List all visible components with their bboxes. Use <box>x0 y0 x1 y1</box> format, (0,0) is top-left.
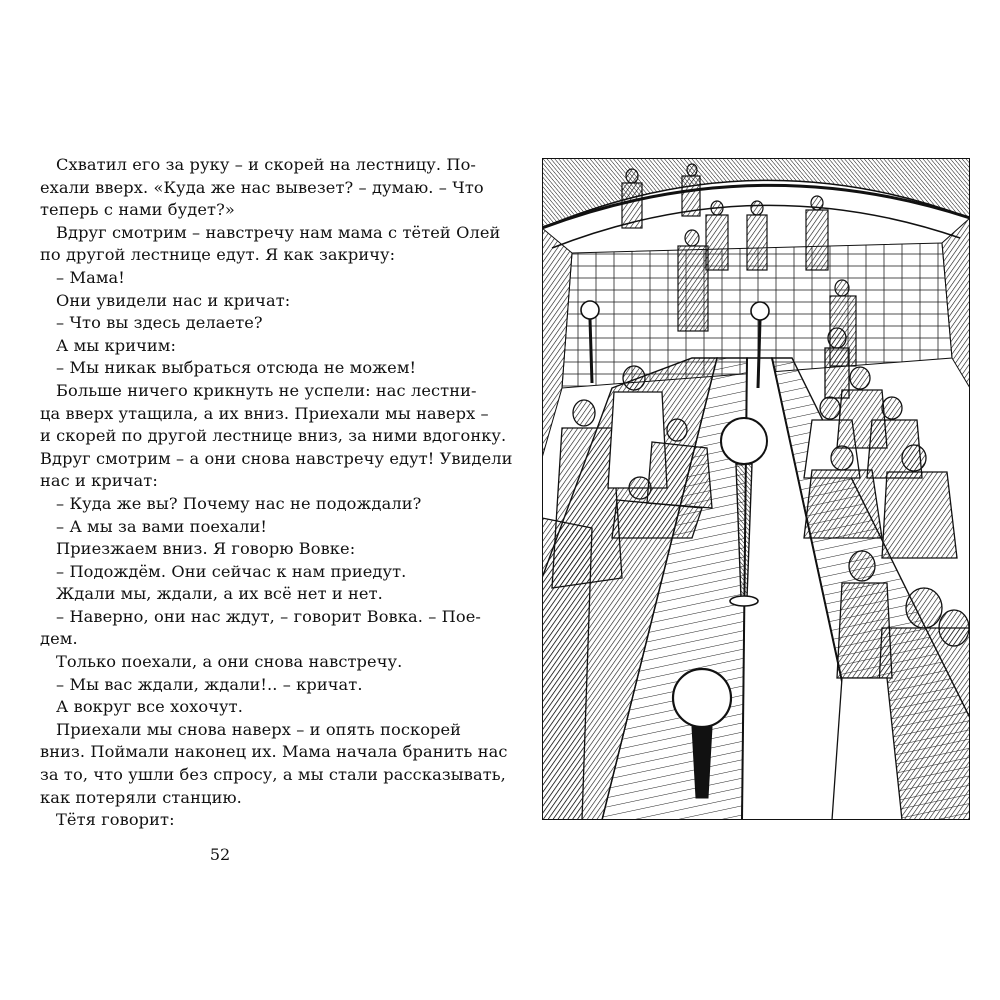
text-line: – А мы за вами поехали! <box>56 516 267 536</box>
text-line: за то, что ушли без спросу, а мы стали рассказывать, <box>40 765 506 785</box>
text-line: Вдруг смотрим – навстречу нам мама с тётей Олей <box>56 222 501 242</box>
text-line: Только поехали, а они снова навстречу. <box>56 652 403 672</box>
text-line: по другой лестнице едут. Я как закричу: <box>40 245 396 265</box>
text-page <box>40 154 513 832</box>
text-line: – Мы никак выбраться отсюда не можем! <box>56 358 417 378</box>
text-line: и скорей по другой лестнице вниз, за ними вдогонку. <box>40 426 507 446</box>
text-line: Вдруг смотрим – а они снова навстречу едут! Увидели <box>40 448 513 468</box>
text-line: – Наверно, они нас ждут, – говорит Вовка. – Пое- <box>56 606 481 626</box>
text-line: вниз. Поймали наконец их. Мама начала бранить нас <box>40 742 508 762</box>
text-line: дем. <box>40 629 78 649</box>
text-line: А вокруг все хохочут. <box>56 697 243 717</box>
text-line: ехали вверх. «Куда же нас вывезет? – думаю. – Что <box>40 177 484 197</box>
text-line: Больше ничего крикнуть не успели: нас лестни- <box>56 380 477 400</box>
text-line: Приехали мы снова наверх – и опять поскорей <box>56 719 462 739</box>
text-line: – Подождём. Они сейчас к нам приедут. <box>56 561 407 581</box>
escalator-drawing <box>542 158 970 820</box>
text-line: – Мы вас ждали, ждали!.. – кричат. <box>56 674 363 694</box>
text-line: Схватил его за руку – и скорей на лестницу. По- <box>56 155 476 174</box>
text-line: Они увидели нас и кричат: <box>56 290 291 310</box>
text-line: теперь с нами будет?» <box>40 200 235 220</box>
escalator-illustration <box>542 158 970 820</box>
text-line: ца вверх утащила, а их вниз. Приехали мы наверх – <box>40 403 489 423</box>
text-line: – Куда же вы? Почему нас не подождали? <box>56 493 422 513</box>
text-line: Ждали мы, ждали, а их всё нет и нет. <box>56 584 383 604</box>
text-line: Тётя говорит: <box>56 810 175 830</box>
text-line: А мы кричим: <box>56 335 177 355</box>
text-line: – Что вы здесь делаете? <box>56 313 263 333</box>
text-line: – Мама! <box>56 267 125 287</box>
text-line: как потеряли станцию. <box>40 787 242 807</box>
page-number: 52 <box>209 845 231 864</box>
text-line: Приезжаем вниз. Я говорю Вовке: <box>56 539 356 559</box>
text-line: нас и кричат: <box>40 471 158 491</box>
